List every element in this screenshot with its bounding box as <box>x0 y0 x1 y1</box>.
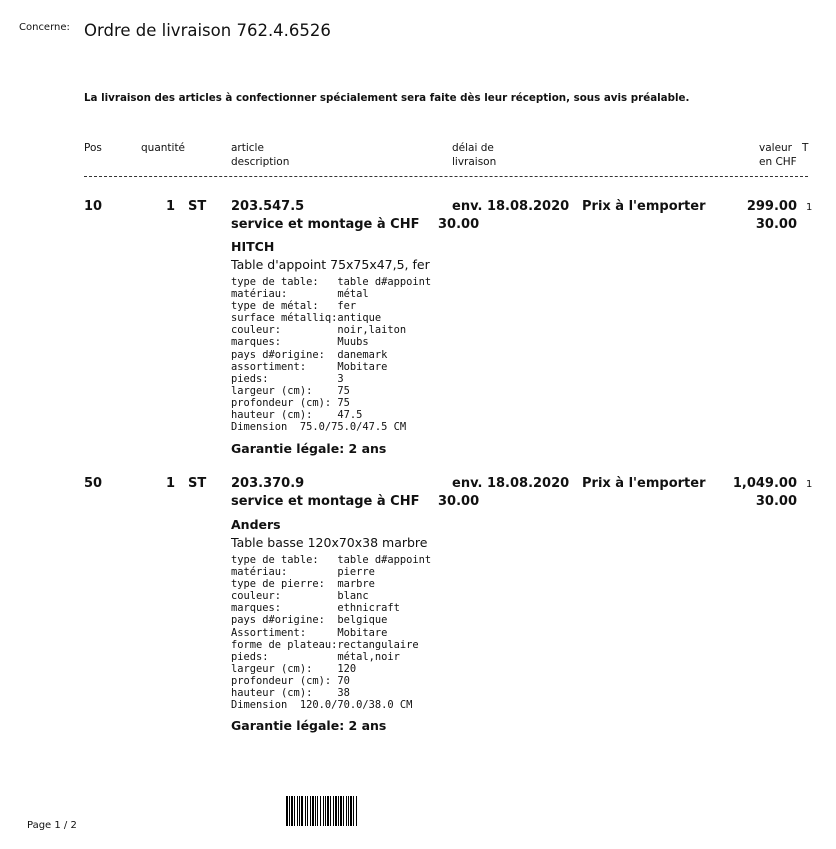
item-specs: type de table: table d#appoint matériau: métal type de métal: fer surface métalliq:antique couleur: noir,laiton marques: Muubs pays d#origine: danemark assortiment: Mobitare pieds: 3 largeur (cm): 75 profondeur (cm): 75 hauteur (cm): 47.5 Dimension 75.0/75.0/47.5 CM <box>231 276 432 434</box>
item-t-flag: 1 <box>806 202 813 213</box>
col-livraison: livraison <box>452 156 497 168</box>
barcode-bar <box>350 796 352 826</box>
barcode-bar <box>340 796 342 826</box>
item-unit: ST <box>188 476 207 491</box>
barcode-bar <box>343 796 344 826</box>
barcode-bar <box>356 796 357 826</box>
item-value: 1,049.00 <box>732 476 797 491</box>
barcode-bar <box>333 796 334 826</box>
item-service-label: service et montage à CHF <box>231 494 420 509</box>
item-name: Anders <box>231 517 281 532</box>
barcode-bar <box>346 796 347 826</box>
col-valeur: valeur <box>759 142 792 154</box>
barcode-bar <box>330 796 331 826</box>
item-qty: 1 <box>166 476 176 491</box>
barcode-bar <box>315 796 316 826</box>
barcode-bar <box>320 796 321 826</box>
item-article-number: 203.370.9 <box>231 476 305 491</box>
barcode-bar <box>291 796 293 826</box>
item-description: Table d'appoint 75x75x47,5, fer <box>231 257 430 272</box>
item-service-label: service et montage à CHF <box>231 217 420 232</box>
col-delai: délai de <box>452 142 494 154</box>
barcode-bar <box>348 796 349 826</box>
item-guarantee: Garantie légale: 2 ans <box>231 441 387 456</box>
item-price-type: Prix à l'emporter <box>582 476 706 491</box>
item-description: Table basse 120x70x38 marbre <box>231 535 428 550</box>
item-qty: 1 <box>166 199 176 214</box>
barcode-bar <box>286 796 288 826</box>
barcode-bar <box>338 796 339 826</box>
item-service-amount: 30.00 <box>438 494 480 509</box>
item-service-value: 30.00 <box>755 494 797 509</box>
barcode-bar <box>335 796 337 826</box>
item-t-flag: 1 <box>806 479 813 490</box>
item-pos: 50 <box>84 476 103 491</box>
barcode-bar <box>323 796 324 826</box>
item-pos: 10 <box>84 199 103 214</box>
barcode-bar <box>317 796 318 826</box>
col-article: article <box>231 142 264 154</box>
page-number: Page 1 / 2 <box>27 820 77 831</box>
item-price-type: Prix à l'emporter <box>582 199 706 214</box>
barcode-bar <box>353 796 354 826</box>
item-specs: type de table: table d#appoint matériau: pierre type de pierre: marbre couleur: blanc marques: ethnicraft pays d#origine: belgique Assortiment: Mobitare forme de plateau:rectangulaire pieds: métal,noir largeur (cm): 120 profondeur (cm): 70 hauteur (cm): 38 Dimension 120.0/70.0/38.0 CM <box>231 554 432 712</box>
item-guarantee: Garantie légale: 2 ans <box>231 718 387 733</box>
barcode-bar <box>301 796 303 826</box>
barcode <box>286 796 378 826</box>
col-pos: Pos <box>84 142 102 154</box>
barcode-bar <box>299 796 300 826</box>
barcode-bar <box>312 796 314 826</box>
concerne-label: Concerne: <box>19 22 70 33</box>
barcode-bar <box>310 796 311 826</box>
item-service-amount: 30.00 <box>438 217 480 232</box>
item-value: 299.00 <box>746 199 797 214</box>
col-description: description <box>231 156 290 168</box>
item-delivery: env. 18.08.2020 <box>452 199 570 214</box>
barcode-bar <box>305 796 306 826</box>
document-title: Ordre de livraison 762.4.6526 <box>84 21 331 40</box>
delivery-notice: La livraison des articles à confectionner spécialement sera faite dès leur réception, sous avis préalable. <box>84 92 690 104</box>
barcode-bar <box>307 796 308 826</box>
barcode-bar <box>294 796 295 826</box>
item-service-value: 30.00 <box>755 217 797 232</box>
item-unit: ST <box>188 199 207 214</box>
col-quantite: quantité <box>141 142 186 154</box>
barcode-bar <box>325 796 326 826</box>
col-en-chf: en CHF <box>759 156 797 168</box>
item-article-number: 203.547.5 <box>231 199 305 214</box>
barcode-bar <box>327 796 329 826</box>
barcode-bar <box>289 796 290 826</box>
item-name: HITCH <box>231 239 275 254</box>
barcode-bar <box>297 796 298 826</box>
col-t: T <box>802 142 809 154</box>
header-divider <box>84 176 808 177</box>
item-delivery: env. 18.08.2020 <box>452 476 570 491</box>
